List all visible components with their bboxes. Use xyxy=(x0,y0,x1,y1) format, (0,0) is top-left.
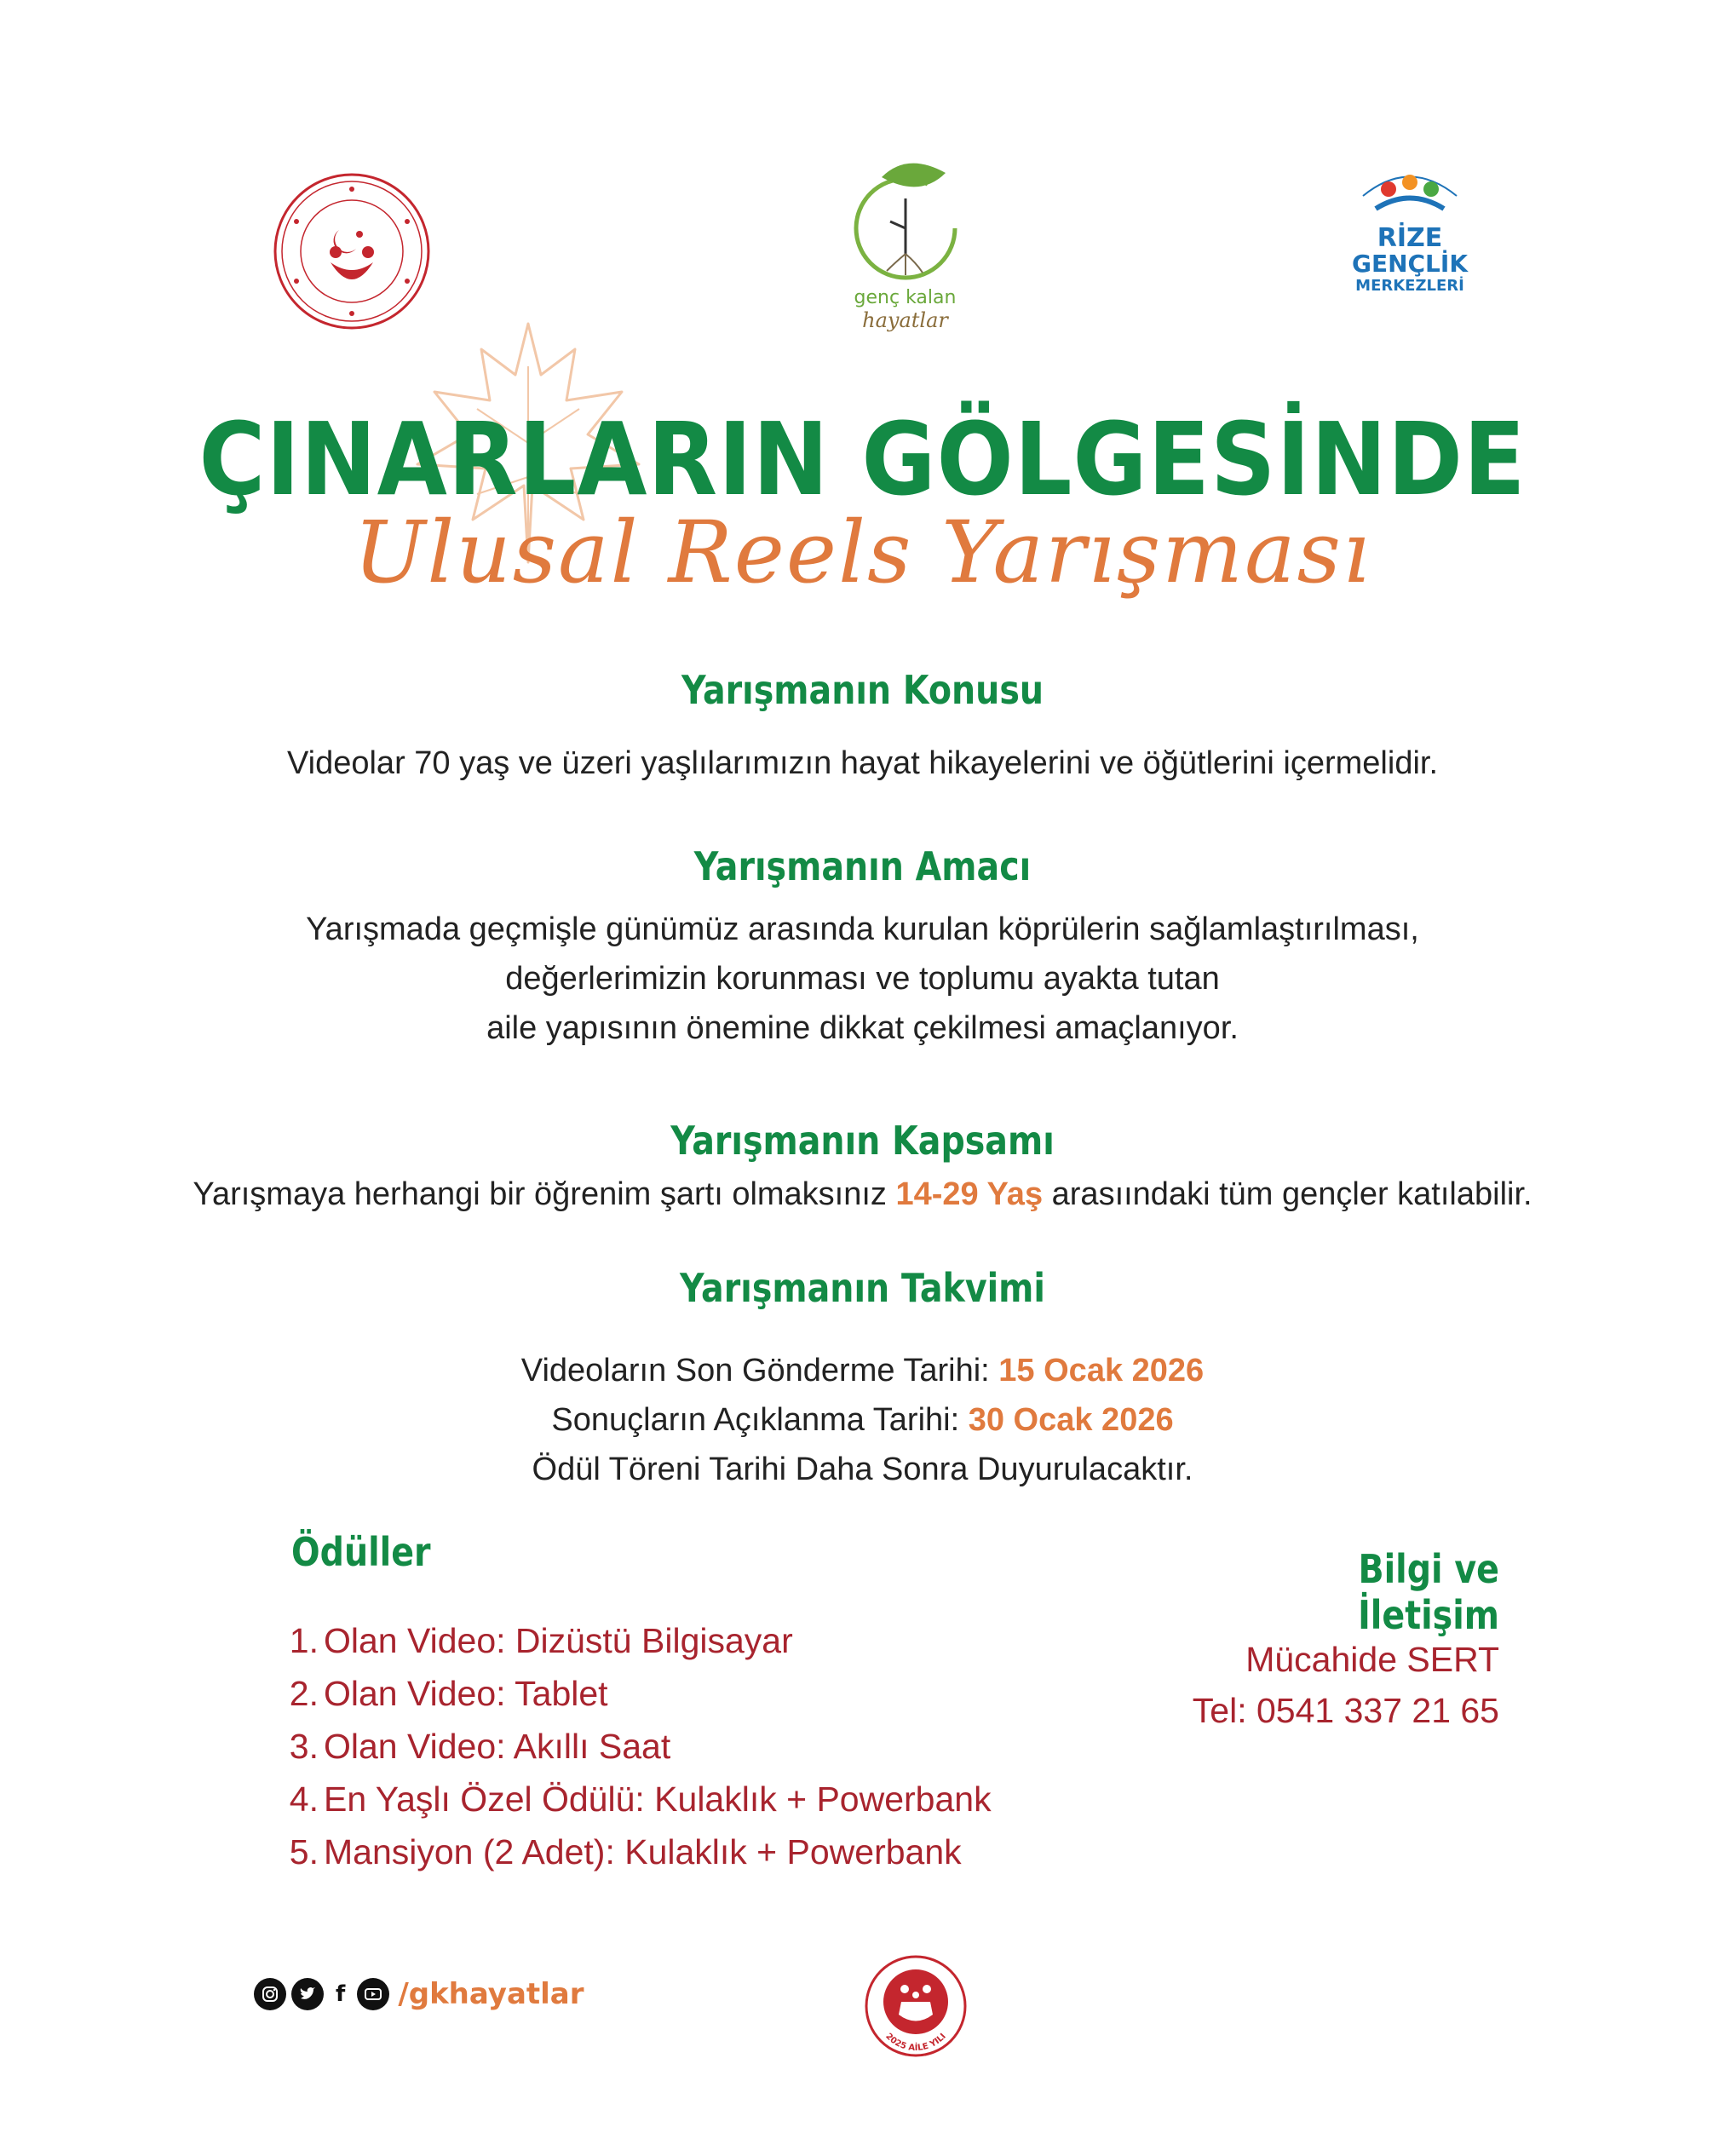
takvim-line-3: Ödül Töreni Tarihi Daha Sonra Duyurulacaktır. xyxy=(532,1452,1193,1487)
instagram-icon[interactable] xyxy=(254,1978,286,2010)
award-item: 2. Olan Video: Tablet xyxy=(289,1674,608,1713)
text-amac-2: değerlerimizin korunması ve toplumu ayakta tutan xyxy=(505,961,1220,997)
awards-list xyxy=(281,1614,992,1878)
results-label: Sonuçların Açıklanma Tarihi: xyxy=(551,1402,960,1438)
results-date: 30 Ocak 2026 xyxy=(968,1402,1174,1438)
award-item: 1. Olan Video: Dizüstü Bilgisayar xyxy=(289,1621,793,1660)
main-title: ÇINARLARIN GÖLGESİNDE xyxy=(198,400,1527,518)
contact-phone[interactable]: Tel: 0541 337 21 65 xyxy=(1192,1691,1499,1730)
logo-right-line2: GENÇLİK xyxy=(1351,250,1469,278)
logo-text-top: genç kalan xyxy=(854,287,957,308)
aile-yili-badge xyxy=(860,1951,971,2070)
kapsam-text-before: Yarışmaya herhangi bir öğrenim şartı olmaksınız xyxy=(193,1176,887,1212)
heading-konu: Yarışmanın Konusu xyxy=(681,667,1044,713)
logo-right-line1: RİZE xyxy=(1377,223,1443,253)
social-links xyxy=(254,1976,584,2012)
award-item: 4. En Yaşlı Özel Ödülü: Kulaklık + Powerbank xyxy=(289,1779,992,1819)
kapsam-text-after: arasıındaki tüm gençler katılabilir. xyxy=(1051,1176,1532,1212)
genc-kalan-hayatlar-logo xyxy=(831,160,980,339)
deadline-label: Videoların Son Gönderme Tarihi: xyxy=(520,1353,990,1388)
logo-right-line3: MERKEZLERİ xyxy=(1355,277,1464,295)
rize-genclik-logo xyxy=(1329,162,1491,298)
deadline-date: 15 Ocak 2026 xyxy=(998,1353,1205,1388)
takvim-line-1 xyxy=(0,1346,1725,1395)
award-item: 5. Mansiyon (2 Adet): Kulaklık + Powerbank xyxy=(289,1832,962,1871)
contact-name: Mücahide SERT xyxy=(1245,1640,1499,1679)
text-kapsam xyxy=(0,1170,1725,1219)
heading-awards: Ödüller xyxy=(291,1529,431,1575)
text-amac-3: aile yapısının önemine dikkat çekilmesi amaçlanıyor. xyxy=(486,1010,1239,1046)
twitter-icon[interactable] xyxy=(291,1978,324,2010)
heading-contact: Bilgi ve İletişim xyxy=(1358,1546,1499,1638)
award-item: 3. Olan Video: Akıllı Saat xyxy=(289,1727,671,1766)
logo-text-bottom: hayatlar xyxy=(862,308,948,332)
kapsam-age-range: 14-29 Yaş xyxy=(895,1176,1044,1212)
badge-text: 2025 AİLE YILI xyxy=(883,2032,948,2054)
heading-kapsam: Yarışmanın Kapsamı xyxy=(670,1118,1055,1164)
heading-amac: Yarışmanın Amacı xyxy=(693,843,1032,889)
youtube-icon[interactable] xyxy=(357,1978,389,2010)
facebook-icon[interactable]: f xyxy=(336,1981,346,2007)
script-subtitle: Ulusal Reels Yarışması xyxy=(354,503,1371,602)
text-amac-1: Yarışmada geçmişle günümüz arasında kurulan köprülerin sağlamlaştırılması, xyxy=(306,911,1419,947)
heading-takvim: Yarışmanın Takvimi xyxy=(680,1265,1045,1311)
ministry-logo xyxy=(271,170,433,332)
social-handle[interactable]: /gkhayatlar xyxy=(398,1977,584,2011)
takvim-line-2 xyxy=(0,1395,1725,1445)
text-konu: Videolar 70 yaş ve üzeri yaşlılarımızın hayat hikayelerini ve öğütlerini içermelidir. xyxy=(286,745,1439,781)
